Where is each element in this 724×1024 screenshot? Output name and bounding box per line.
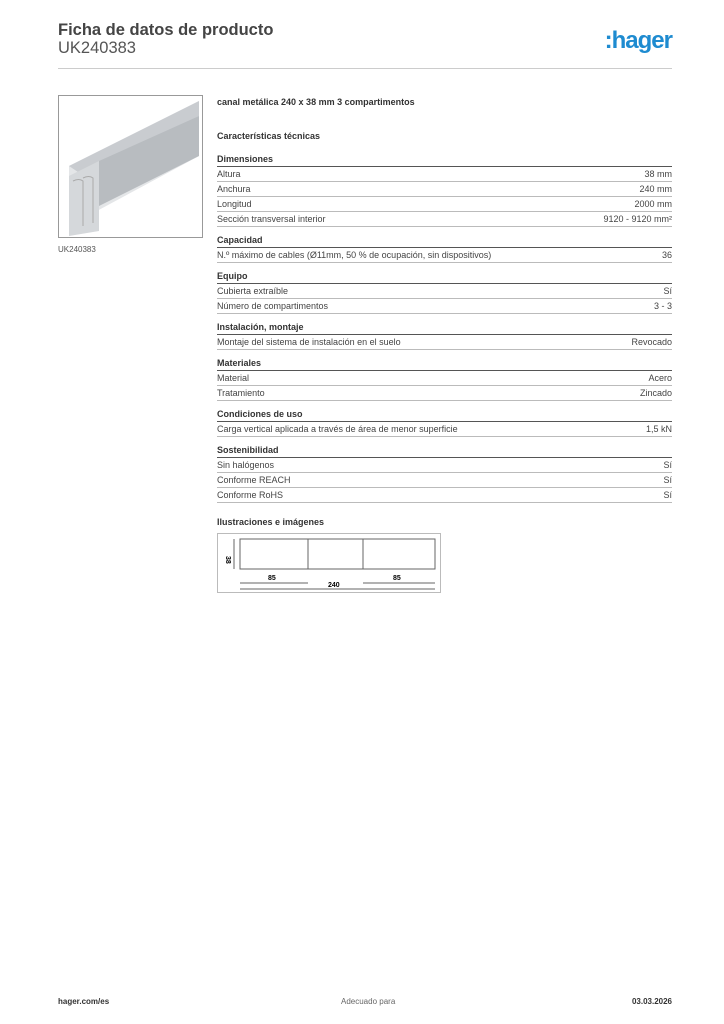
spec-row bbox=[217, 197, 672, 212]
spec-row bbox=[217, 488, 672, 503]
footer-site[interactable]: hager.com/es bbox=[58, 997, 110, 1006]
page-title: Ficha de datos de producto bbox=[58, 21, 274, 39]
spec-row bbox=[217, 284, 672, 299]
spec-section bbox=[217, 271, 672, 314]
section-heading: Sostenibilidad bbox=[217, 445, 672, 458]
product-code: UK240383 bbox=[58, 39, 136, 57]
spec-row bbox=[217, 212, 672, 227]
spec-row bbox=[217, 458, 672, 473]
specs-heading: Características técnicas bbox=[217, 131, 321, 141]
footer-date: 03.03.2026 bbox=[631, 997, 672, 1006]
spec-label: Conforme RoHS bbox=[217, 490, 284, 500]
spec-row bbox=[217, 386, 672, 401]
spec-row bbox=[217, 371, 672, 386]
spec-value: Revocado bbox=[631, 337, 672, 347]
spec-section bbox=[217, 409, 672, 437]
logo-text: hager bbox=[611, 27, 672, 54]
spec-value: 2000 mm bbox=[634, 199, 672, 209]
illustrations-heading: Ilustraciones e imágenes bbox=[217, 517, 325, 527]
product-specs bbox=[217, 97, 672, 593]
spec-section bbox=[217, 154, 672, 227]
section-heading: Capacidad bbox=[217, 235, 672, 248]
spec-value: Sí bbox=[663, 490, 672, 500]
spec-label: Tratamiento bbox=[217, 388, 265, 398]
spec-value: Sí bbox=[663, 475, 672, 485]
header-divider bbox=[58, 68, 672, 69]
spec-section bbox=[217, 358, 672, 401]
left-dim: 85 bbox=[268, 575, 276, 582]
height-dim: 38 bbox=[224, 556, 231, 564]
footer-middle: Adecuado para bbox=[341, 997, 396, 1006]
section-heading: Dimensiones bbox=[217, 154, 672, 167]
spec-label: Altura bbox=[217, 169, 241, 179]
spec-label: Número de compartimentos bbox=[217, 301, 329, 311]
spec-row bbox=[217, 335, 672, 350]
product-image bbox=[58, 95, 203, 238]
hager-logo: :hager bbox=[604, 27, 672, 54]
spec-value: 240 mm bbox=[639, 184, 672, 194]
spec-value: 1,5 kN bbox=[645, 424, 672, 434]
spec-label: Carga vertical aplicada a través de área de menor superficie bbox=[217, 424, 458, 434]
section-heading: Equipo bbox=[217, 271, 672, 284]
spec-label: Cubierta extraíble bbox=[217, 286, 289, 296]
spec-value: 38 mm bbox=[644, 169, 672, 179]
spec-label: Sin halógenos bbox=[217, 460, 275, 470]
spec-row bbox=[217, 422, 672, 437]
spec-row bbox=[217, 167, 672, 182]
spec-label: N.º máximo de cables (Ø11mm, 50 % de ocupación, sin dispositivos) bbox=[217, 250, 492, 260]
spec-value: Sí bbox=[663, 286, 672, 296]
spec-section bbox=[217, 322, 672, 350]
spec-label: Sección transversal interior bbox=[217, 214, 326, 224]
image-caption: UK240383 bbox=[58, 245, 96, 254]
spec-label: Longitud bbox=[217, 199, 252, 209]
spec-row bbox=[217, 299, 672, 314]
spec-value: Zincado bbox=[639, 388, 672, 398]
spec-row bbox=[217, 182, 672, 197]
dimension-drawing bbox=[217, 533, 441, 593]
spec-value: 36 bbox=[661, 250, 672, 260]
section-heading: Instalación, montaje bbox=[217, 322, 672, 335]
spec-section bbox=[217, 235, 672, 263]
right-dim: 85 bbox=[393, 575, 401, 582]
spec-value: 9120 - 9120 mm² bbox=[603, 214, 672, 224]
section-heading: Condiciones de uso bbox=[217, 409, 672, 422]
product-description: canal metálica 240 x 38 mm 3 compartimentos bbox=[217, 97, 415, 107]
spec-value: 3 - 3 bbox=[653, 301, 672, 311]
spec-row bbox=[217, 248, 672, 263]
total-dim: 240 bbox=[328, 582, 340, 589]
spec-label: Conforme REACH bbox=[217, 475, 291, 485]
spec-value: Acero bbox=[648, 373, 672, 383]
section-heading: Materiales bbox=[217, 358, 672, 371]
spec-row bbox=[217, 473, 672, 488]
spec-section bbox=[217, 445, 672, 503]
spec-value: Sí bbox=[663, 460, 672, 470]
spec-label: Material bbox=[217, 373, 250, 383]
spec-label: Montaje del sistema de instalación en el suelo bbox=[217, 337, 401, 347]
spec-label: Anchura bbox=[217, 184, 251, 194]
